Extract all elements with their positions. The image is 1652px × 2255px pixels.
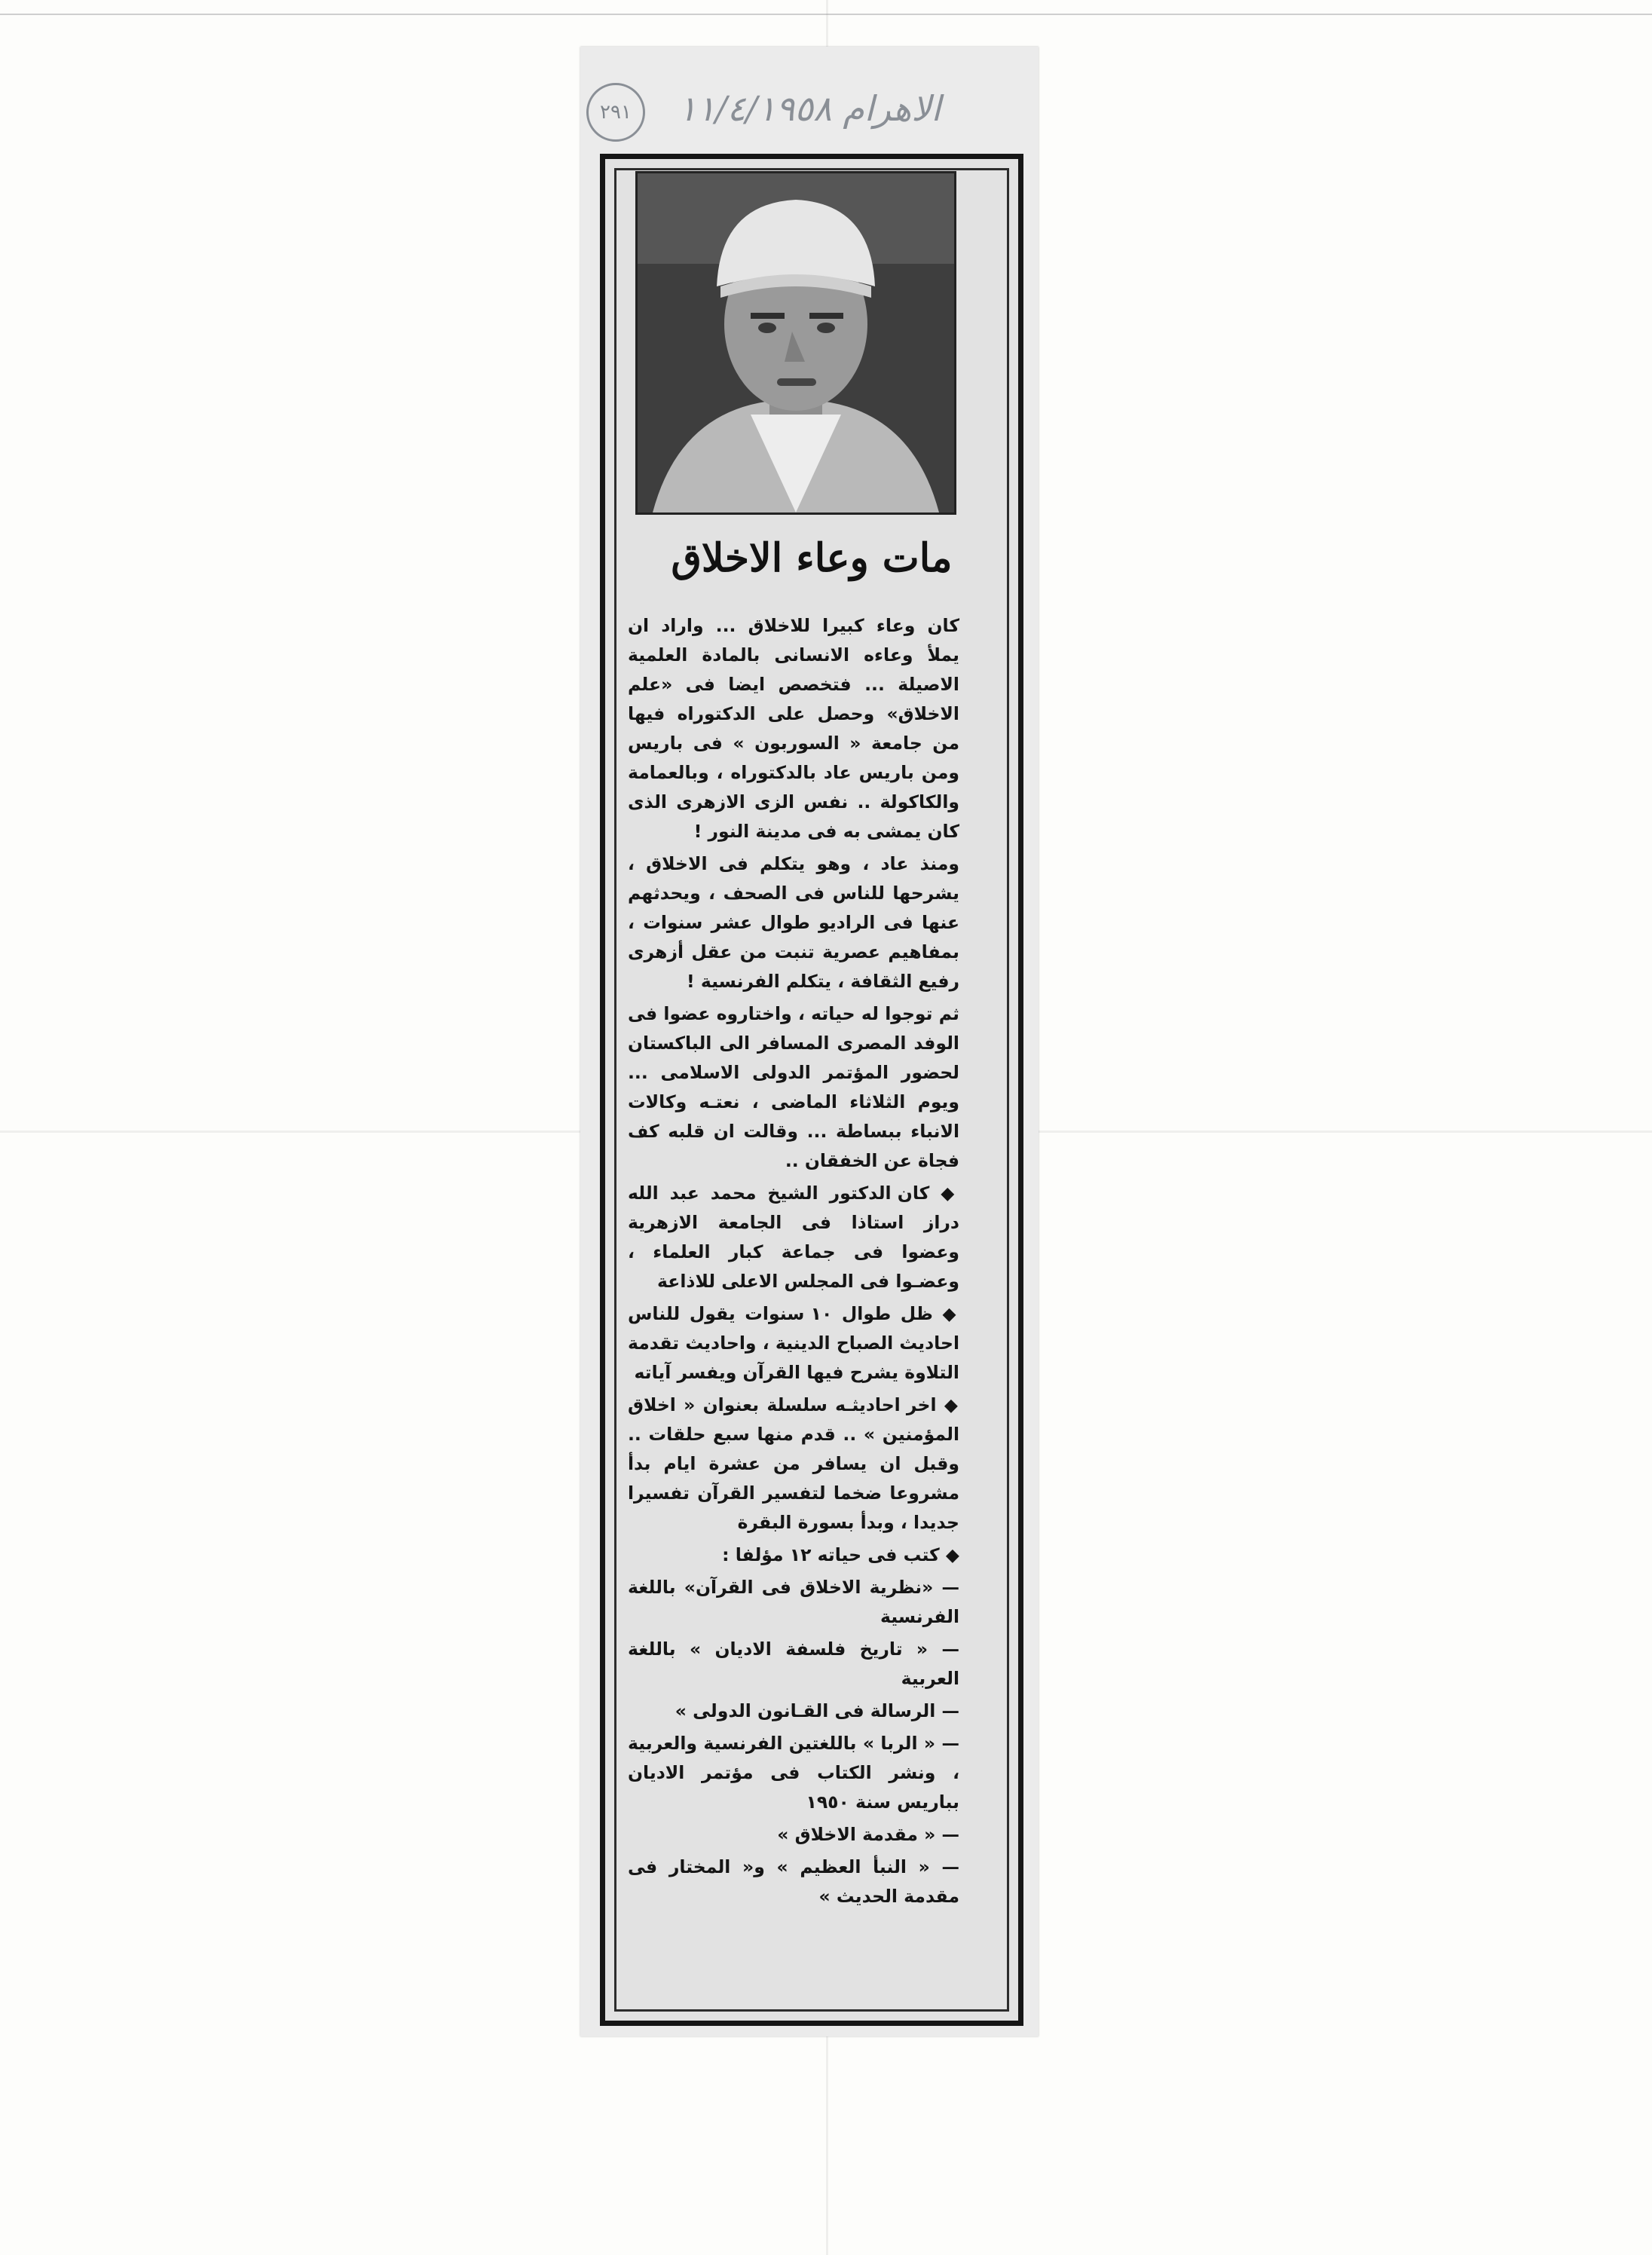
book-list-item: — الرسالة فى القـانون الدولى »: [628, 1697, 959, 1726]
obituary-frame: [600, 154, 1023, 2026]
article-bullet: ◆ ظل طوال ١٠ سنوات يقول للناس احاديث الصباح الدينية ، واحاديث تقدمة التلاوة يشرح فيها القرآن ويفسر آياته: [628, 1299, 959, 1388]
headline: مات وعاء الاخلاق: [671, 535, 953, 581]
article-body: [628, 611, 959, 1914]
book-list-item: — « الربا » باللغتين الفرنسية والعربية ، ونشر الكتاب فى مؤتمر الاديان بباريس سنة ١٩٥٠: [628, 1729, 959, 1817]
handwritten-date-note: الاهرام ١١/٤/١٩٥٨: [678, 88, 941, 129]
portrait-image: [638, 173, 954, 512]
article-bullet: ◆ اخر احاديثـه سلسلة بعنوان « اخلاق المؤمنين » .. قدم منها سبع حلقات .. وقبل ان يسافر من عشرة ايام بدأ مشروعا ضخما لتفسير القرآن تفسيرا جديدا ، وبدأ بسورة البقرة: [628, 1391, 959, 1538]
article-paragraph: ومنذ عاد ، وهو يتكلم فى الاخلاق ، يشرحها للناس فى الصحف ، ويحدثهم عنها فى الراديو طوال عشر سنوات ، بمفاهيم عصرية تنبت من عقل أزهرى رفيع الثقافة ، يتكلم الفرنسية !: [628, 853, 959, 992]
portrait-photo: [635, 171, 956, 515]
article-paragraph: ثم توجوا له حياته ، واختاروه عضوا فى الوفد المصرى المسافر الى الباكستان لحضور المؤتمر الدولى الاسلامى ... ويوم الثلاثاء الماضى ، نعتـه وكالات الانباء ببساطة ... وقالت ان قلبه كف فجاة عن الخفقان ..: [628, 1003, 959, 1171]
article-bullet: ◆ كتب فى حياته ١٢ مؤلفا :: [628, 1541, 959, 1570]
book-list-item: — « مقدمة الاخلاق »: [628, 1820, 959, 1850]
article-paragraph: كان وعاء كبيرا للاخلاق ... واراد ان يملأ وعاءه الانسانى بالمادة العلمية الاصيلة ... فتخصص ايضا فى «علم الاخلاق» وحصل على الدكتوراه فيها من جامعة « السوربون » فى باريس ومن باريس عاد بالدكتوراه ، وبالعمامة والكاكولة .. نفس الزى الازهرى الذى كان يمشى به فى مدينة النور !: [628, 615, 959, 842]
book-list-item: — « النبأ العظيم » و« المختار فى مقدمة الحديث »: [628, 1853, 959, 1911]
book-list-item: — «نظرية الاخلاق فى القرآن» باللغة الفرنسية: [628, 1573, 959, 1632]
archive-stamp: ٢٩١: [586, 83, 645, 142]
article-bullet: ◆ كان الدكتور الشيخ محمد عبد الله دراز استاذا فى الجامعة الازهرية وعضوا فى جماعة كبار العلماء ، وعضـوا فى المجلس الاعلى للاذاعة: [628, 1179, 959, 1296]
book-list-item: — « تاريخ فلسفة الاديان » باللغة العربية: [628, 1635, 959, 1694]
newspaper-clipping: [580, 47, 1039, 2036]
